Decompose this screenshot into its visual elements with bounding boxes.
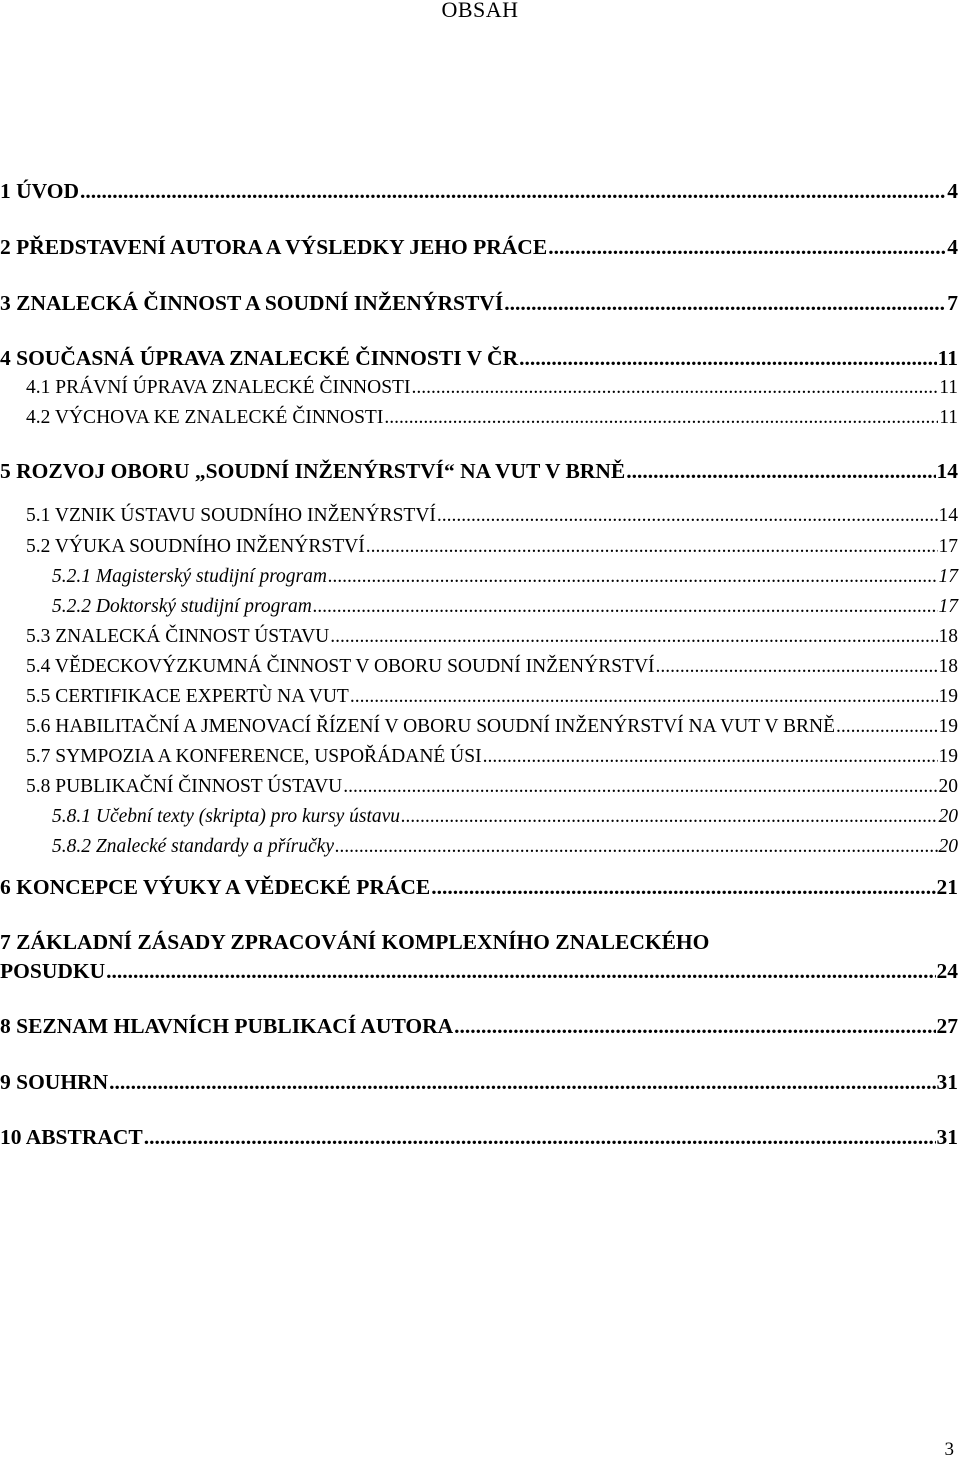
- toc-entry-5-3[interactable]: [0, 625, 958, 649]
- toc-entry-page: 18: [938, 626, 958, 647]
- toc-entry-5-8-2[interactable]: [0, 835, 958, 859]
- toc-entry-7-line1[interactable]: 7 ZÁKLADNÍ ZÁSADY ZPRACOVÁNÍ KOMPLEXNÍHO ZNALECKÉHO: [0, 930, 710, 954]
- dot-leader: [411, 376, 938, 400]
- toc-entry-title: 1 ÚVOD: [0, 179, 79, 203]
- dot-leader: [431, 874, 935, 900]
- dot-leader: [350, 685, 938, 709]
- page-number: 3: [944, 1439, 954, 1460]
- toc-entry-title: 5.4 VĚDECKOVÝZKUMNÁ ČINNOST V OBORU SOUDNÍ INŽENÝRSTVÍ: [26, 656, 655, 677]
- toc-entry-5-7[interactable]: [0, 745, 958, 769]
- dot-leader: [519, 345, 937, 371]
- toc-entry-page: 14: [936, 459, 958, 483]
- toc-entry-4-2[interactable]: [0, 406, 958, 430]
- toc-entry-8[interactable]: [0, 1013, 958, 1039]
- toc-entry-page: 19: [938, 746, 958, 767]
- toc-entry-page: 17: [938, 536, 958, 557]
- toc-entry-page: 20: [938, 836, 958, 857]
- dot-leader: [626, 458, 935, 484]
- toc-entry-5-2[interactable]: [0, 535, 958, 559]
- toc-entry-title: 5.8.2 Znalecké standardy a příručky: [52, 836, 334, 857]
- dot-leader: [80, 178, 946, 204]
- dot-leader: [483, 745, 938, 769]
- toc-entry-3[interactable]: [0, 290, 958, 316]
- toc-entry-title: 5.3 ZNALECKÁ ČINNOST ÚSTAVU: [26, 626, 330, 647]
- toc-entry-title: 4.1 PRÁVNÍ ÚPRAVA ZNALECKÉ ČINNOSTI: [26, 377, 411, 398]
- toc-entry-page: 19: [938, 686, 958, 707]
- toc-entry-page: 4: [947, 235, 958, 259]
- toc-entry-page: 31: [936, 1125, 958, 1149]
- dot-leader: [504, 290, 946, 316]
- toc-entry-2[interactable]: [0, 234, 958, 260]
- toc-entry-page: 14: [938, 505, 958, 526]
- toc-entry-page: 18: [938, 656, 958, 677]
- dot-leader: [328, 565, 938, 589]
- toc-entry-title: POSUDKU: [0, 959, 106, 983]
- toc-entry-5[interactable]: [0, 458, 958, 484]
- dot-leader: [366, 535, 938, 559]
- toc-entry-title: 5.2.1 Magisterský studijní program: [52, 566, 327, 587]
- toc-entry-title: 10 ABSTRACT: [0, 1125, 143, 1149]
- dot-leader: [836, 715, 938, 739]
- toc-entry-5-5[interactable]: [0, 685, 958, 709]
- toc-entry-title: 9 SOUHRN: [0, 1070, 109, 1094]
- toc-entry-title: 5.5 CERTIFIKACE EXPERTÙ NA VUT: [26, 686, 349, 707]
- toc-entry-page: 27: [936, 1014, 958, 1038]
- toc-entry-5-4[interactable]: [0, 655, 958, 679]
- dot-leader: [384, 406, 938, 430]
- toc-entry-4-1[interactable]: [0, 376, 958, 400]
- toc-entry-title: 5.2.2 Doktorský studijní program: [52, 596, 312, 617]
- toc-entry-5-1[interactable]: [0, 504, 958, 528]
- toc-entry-5-6[interactable]: [0, 715, 958, 739]
- toc-entry-5-8[interactable]: [0, 775, 958, 799]
- toc-entry-page: 20: [938, 776, 958, 797]
- toc-entry-page: 17: [938, 596, 958, 617]
- dot-leader: [313, 595, 938, 619]
- toc-entry-title: 3 ZNALECKÁ ČINNOST A SOUDNÍ INŽENÝRSTVÍ: [0, 291, 504, 315]
- dot-leader: [343, 775, 937, 799]
- toc-entry-title: 2 PŘEDSTAVENÍ AUTORA A VÝSLEDKY JEHO PRÁCE: [0, 235, 548, 259]
- toc-entry-6[interactable]: [0, 874, 958, 900]
- toc-entry-page: 31: [936, 1070, 958, 1094]
- toc-entry-title: 5.2 VÝUKA SOUDNÍHO INŽENÝRSTVÍ: [26, 536, 365, 557]
- toc-entry-10[interactable]: [0, 1124, 958, 1150]
- dot-leader: [335, 835, 938, 859]
- dot-leader: [330, 625, 937, 649]
- toc-entry-title: 4.2 VÝCHOVA KE ZNALECKÉ ČINNOSTI: [26, 407, 384, 428]
- dot-leader: [437, 504, 938, 528]
- toc-entry-7[interactable]: [0, 958, 958, 984]
- dot-leader: [548, 234, 946, 260]
- toc-entry-page: 17: [938, 566, 958, 587]
- toc-entry-page: 21: [936, 875, 958, 899]
- toc-entry-title: 5.8 PUBLIKAČNÍ ČINNOST ÚSTAVU: [26, 776, 343, 797]
- toc-entry-page: 20: [938, 806, 958, 827]
- toc-entry-page: 11: [939, 407, 958, 428]
- toc-entry-page: 11: [937, 346, 958, 370]
- toc-entry-page: 4: [947, 179, 958, 203]
- toc-entry-title: 8 SEZNAM HLAVNÍCH PUBLIKACÍ AUTORA: [0, 1014, 454, 1038]
- toc-entry-5-2-2[interactable]: [0, 595, 958, 619]
- toc-entry-page: 11: [939, 377, 958, 398]
- toc-entry-title: 5.6 HABILITAČNÍ A JMENOVACÍ ŘÍZENÍ V OBORU SOUDNÍ INŽENÝRSTVÍ NA VUT V BRNĚ: [26, 716, 835, 737]
- dot-leader: [656, 655, 938, 679]
- toc-entry-title: 5.8.1 Učební texty (skripta) pro kursy ústavu: [52, 806, 401, 827]
- toc-entry-page: 19: [938, 716, 958, 737]
- toc-entry-4[interactable]: [0, 345, 958, 371]
- toc-entry-title: 5.7 SYMPOZIA A KONFERENCE, USPOŘÁDANÉ ÚSI: [26, 746, 482, 767]
- toc-entry-title: 4 SOUČASNÁ ÚPRAVA ZNALECKÉ ČINNOSTI V ČR: [0, 346, 519, 370]
- toc-entry-title: 6 KONCEPCE VÝUKY A VĚDECKÉ PRÁCE: [0, 875, 431, 899]
- toc-entry-5-2-1[interactable]: [0, 565, 958, 589]
- toc-entry-5-8-1[interactable]: [0, 805, 958, 829]
- toc-entry-1[interactable]: [0, 178, 958, 204]
- dot-leader: [109, 1069, 935, 1095]
- dot-leader: [454, 1013, 935, 1039]
- toc-entry-page: 7: [947, 291, 958, 315]
- dot-leader: [106, 958, 935, 984]
- toc-entry-9[interactable]: [0, 1069, 958, 1095]
- toc-entry-title: 5.1 VZNIK ÚSTAVU SOUDNÍHO INŽENÝRSTVÍ: [26, 505, 436, 526]
- page-title: OBSAH: [441, 0, 519, 22]
- dot-leader: [401, 805, 937, 829]
- toc-entry-page: 24: [936, 959, 958, 983]
- dot-leader: [144, 1124, 936, 1150]
- toc-entry-title: 5 ROZVOJ OBORU „SOUDNÍ INŽENÝRSTVÍ“ NA VUT V BRNĚ: [0, 459, 626, 483]
